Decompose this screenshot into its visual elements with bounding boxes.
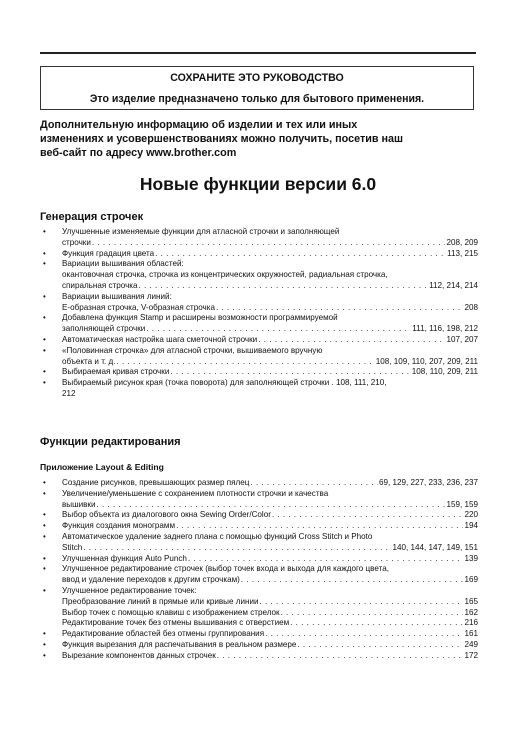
- item-text: • Редактирование областей без отмены группирования: [62, 629, 265, 639]
- list-item: [40, 292, 478, 314]
- leader-line: [62, 281, 478, 292]
- list-item: [40, 378, 478, 400]
- leader-line: [62, 478, 478, 489]
- notice-box: [40, 66, 474, 110]
- item-text: спиральная строчка: [62, 280, 138, 290]
- list-item: [40, 227, 478, 249]
- item-text: Редактирование точек без отмены вышивания с отверстием: [62, 618, 290, 628]
- item-text: • Функция создания монограмм: [62, 521, 176, 531]
- page-numbers: 249: [464, 639, 478, 649]
- leader-line: [62, 618, 478, 629]
- leader-line: [62, 543, 478, 554]
- page-numbers: 208: [464, 302, 478, 312]
- item-text: • Улучшенная функция Auto Punch: [62, 553, 187, 563]
- leader-line: [62, 575, 478, 586]
- leader-line: [62, 324, 478, 335]
- item-text: заполняющей строчки: [62, 324, 146, 334]
- item-text: строчки: [62, 237, 91, 247]
- list-item: [40, 478, 478, 489]
- section-heading-generation: Генерация строчек: [40, 211, 144, 223]
- item-text: E-образная строчка, V-образная строчка: [62, 302, 215, 312]
- page-numbers: 108, 109, 110, 207, 209, 211: [375, 356, 478, 366]
- page-numbers: 162: [464, 607, 478, 617]
- page-numbers: 208, 209: [446, 237, 478, 247]
- list-item: [40, 249, 478, 260]
- item-line: окантовочная строчка, строчка из концентрических окружностей, радиальная строчка,: [62, 270, 388, 280]
- page-numbers: 194: [464, 521, 478, 531]
- dot-leader: [92, 238, 446, 249]
- list-item: [40, 346, 478, 368]
- leader-line: [62, 521, 478, 532]
- item-line: 212: [62, 388, 76, 398]
- list-item: [40, 259, 478, 291]
- leader-line: [62, 500, 478, 511]
- dot-leader: [258, 335, 445, 346]
- list-item: [40, 629, 478, 640]
- item-text: объекта и т. д.: [62, 356, 116, 366]
- item-line: • «Половинная строчка» для атласной строчки, вышиваемого вручную: [62, 345, 323, 355]
- intro-line: изменениях и усовершенствованиях можно получить, посетив наш: [40, 133, 404, 145]
- leader-line: [62, 357, 478, 368]
- dot-leader: [260, 597, 464, 608]
- list-item: [40, 564, 478, 586]
- intro-line: Дополнительную информацию об изделии и тех или иных: [40, 119, 358, 131]
- page-numbers: 139: [464, 553, 478, 563]
- list-item: [40, 640, 478, 651]
- section-heading-editing: Функции редактирования: [40, 436, 181, 448]
- dot-leader: [83, 543, 391, 554]
- editing-list: [40, 478, 478, 662]
- dot-leader: [155, 249, 446, 260]
- item-text: • Функция вырезания для распечатывания в реальном размере: [62, 639, 297, 649]
- page-numbers: 169: [464, 575, 478, 585]
- item-line: • Вариации вышивания линий:: [62, 291, 172, 301]
- page-numbers: 216: [464, 618, 478, 628]
- item-line: • Вариации вышивания областей:: [62, 259, 184, 269]
- leader-line: [62, 554, 478, 565]
- dot-leader: [216, 303, 463, 314]
- item-line: • Добавлена функция Stamp и расширены возможности программируемой: [62, 313, 338, 323]
- list-item: [40, 489, 478, 511]
- item-text: • Автоматическая настройка шага сметочной строчки: [62, 334, 258, 344]
- item-line: • Выбираемый рисунок края (точка поворота) для заполняющей строчки . 108, 111, 210,: [62, 378, 387, 388]
- item-text: • Выбираемая кривая строчки: [62, 367, 170, 377]
- list-item: [40, 521, 478, 532]
- page-numbers: 159, 159: [446, 499, 478, 509]
- item-text: Выбор точек с помощью клавиш с изображением стрелок: [62, 607, 280, 617]
- leader-line: [62, 335, 478, 346]
- list-item: [40, 554, 478, 565]
- item-line: • Улучшенное редактирование точек:: [62, 585, 197, 595]
- generation-list: [40, 227, 478, 400]
- page-numbers: 220: [464, 510, 478, 520]
- list-item: [40, 510, 478, 521]
- list-item: [40, 532, 478, 554]
- dot-leader: [176, 521, 463, 532]
- item-text: • Создание рисунков, превышающих размер пялец: [62, 478, 250, 487]
- page-numbers: 112, 214, 214: [429, 280, 478, 290]
- leader-line: [62, 629, 478, 640]
- top-rule: [40, 52, 476, 54]
- leader-line: [62, 651, 478, 662]
- page-numbers: 140, 144, 147, 149, 151: [392, 542, 478, 552]
- page-numbers: 161: [464, 629, 478, 639]
- item-line: • Улучшенное редактирование строчек (выбор точек входа и выхода для каждого цвета,: [62, 564, 389, 574]
- leader-line: [62, 367, 478, 378]
- dot-leader: [297, 640, 463, 651]
- notice-heading: СОХРАНИТЕ ЭТО РУКОВОДСТВО: [170, 72, 344, 84]
- list-item: [40, 313, 478, 335]
- page-title: Новые функции версии 6.0: [139, 174, 377, 194]
- list-item: [40, 367, 478, 378]
- dot-leader: [250, 478, 378, 489]
- item-text: • Вырезание компонентов данных строчек: [62, 650, 216, 660]
- item-text: Преобразование линий в прямые или кривые линии: [62, 596, 259, 606]
- item-text: • Выбор объекта из диалогового окна Sewing Order/Color: [62, 510, 271, 520]
- dot-leader: [139, 281, 429, 292]
- page-numbers: 69, 129, 227, 233, 236, 237: [378, 478, 478, 487]
- dot-leader: [217, 651, 464, 662]
- list-item: [40, 335, 478, 346]
- dot-leader: [281, 608, 464, 619]
- page-numbers: 172: [464, 650, 478, 660]
- subsection-heading-layout-editing: Приложение Layout & Editing: [40, 462, 164, 472]
- dot-leader: [116, 357, 374, 368]
- page-numbers: 111, 116, 198, 212: [412, 324, 478, 334]
- item-text: • Функция градация цвета: [62, 248, 155, 258]
- item-text: вышивки: [62, 499, 96, 509]
- dot-leader: [241, 575, 464, 586]
- leader-line: [62, 597, 478, 608]
- dot-leader: [146, 324, 411, 335]
- leader-line: [62, 510, 478, 521]
- page-numbers: 165: [464, 596, 478, 606]
- dot-leader: [290, 618, 463, 629]
- leader-line: [62, 238, 478, 249]
- item-text: ввод и удаление переходов к другим строчкам): [62, 575, 240, 585]
- leader-line: [62, 303, 478, 314]
- item-line: • Увеличение/уменьшение с сохранением плотности строчки и качества: [62, 488, 329, 498]
- item-text: Stitch: [62, 542, 83, 552]
- notice-subheading: Это изделие предназначено только для бытового применения.: [89, 93, 425, 105]
- dot-leader: [265, 629, 463, 640]
- leader-line: [62, 640, 478, 651]
- page-numbers: 108, 110, 209, 211: [411, 367, 478, 377]
- page-numbers: 113, 215: [447, 248, 478, 258]
- intro-paragraph: [40, 118, 480, 160]
- list-item: [40, 651, 478, 662]
- page-numbers: 107, 207: [446, 334, 478, 344]
- leader-line: [62, 608, 478, 619]
- item-line: • Улучшенные изменяемые функции для атласной строчки и заполняющей: [62, 227, 340, 236]
- item-line: • Автоматическое удаление заднего плана с помощью функций Cross Stitch и Photo: [62, 531, 373, 541]
- intro-line: веб-сайт по адресу www.brother.com: [40, 147, 237, 159]
- list-item: [40, 586, 478, 629]
- dot-leader: [188, 554, 464, 565]
- dot-leader: [97, 500, 446, 511]
- dot-leader: [272, 510, 464, 521]
- leader-line: [62, 249, 478, 260]
- dot-leader: [170, 367, 410, 378]
